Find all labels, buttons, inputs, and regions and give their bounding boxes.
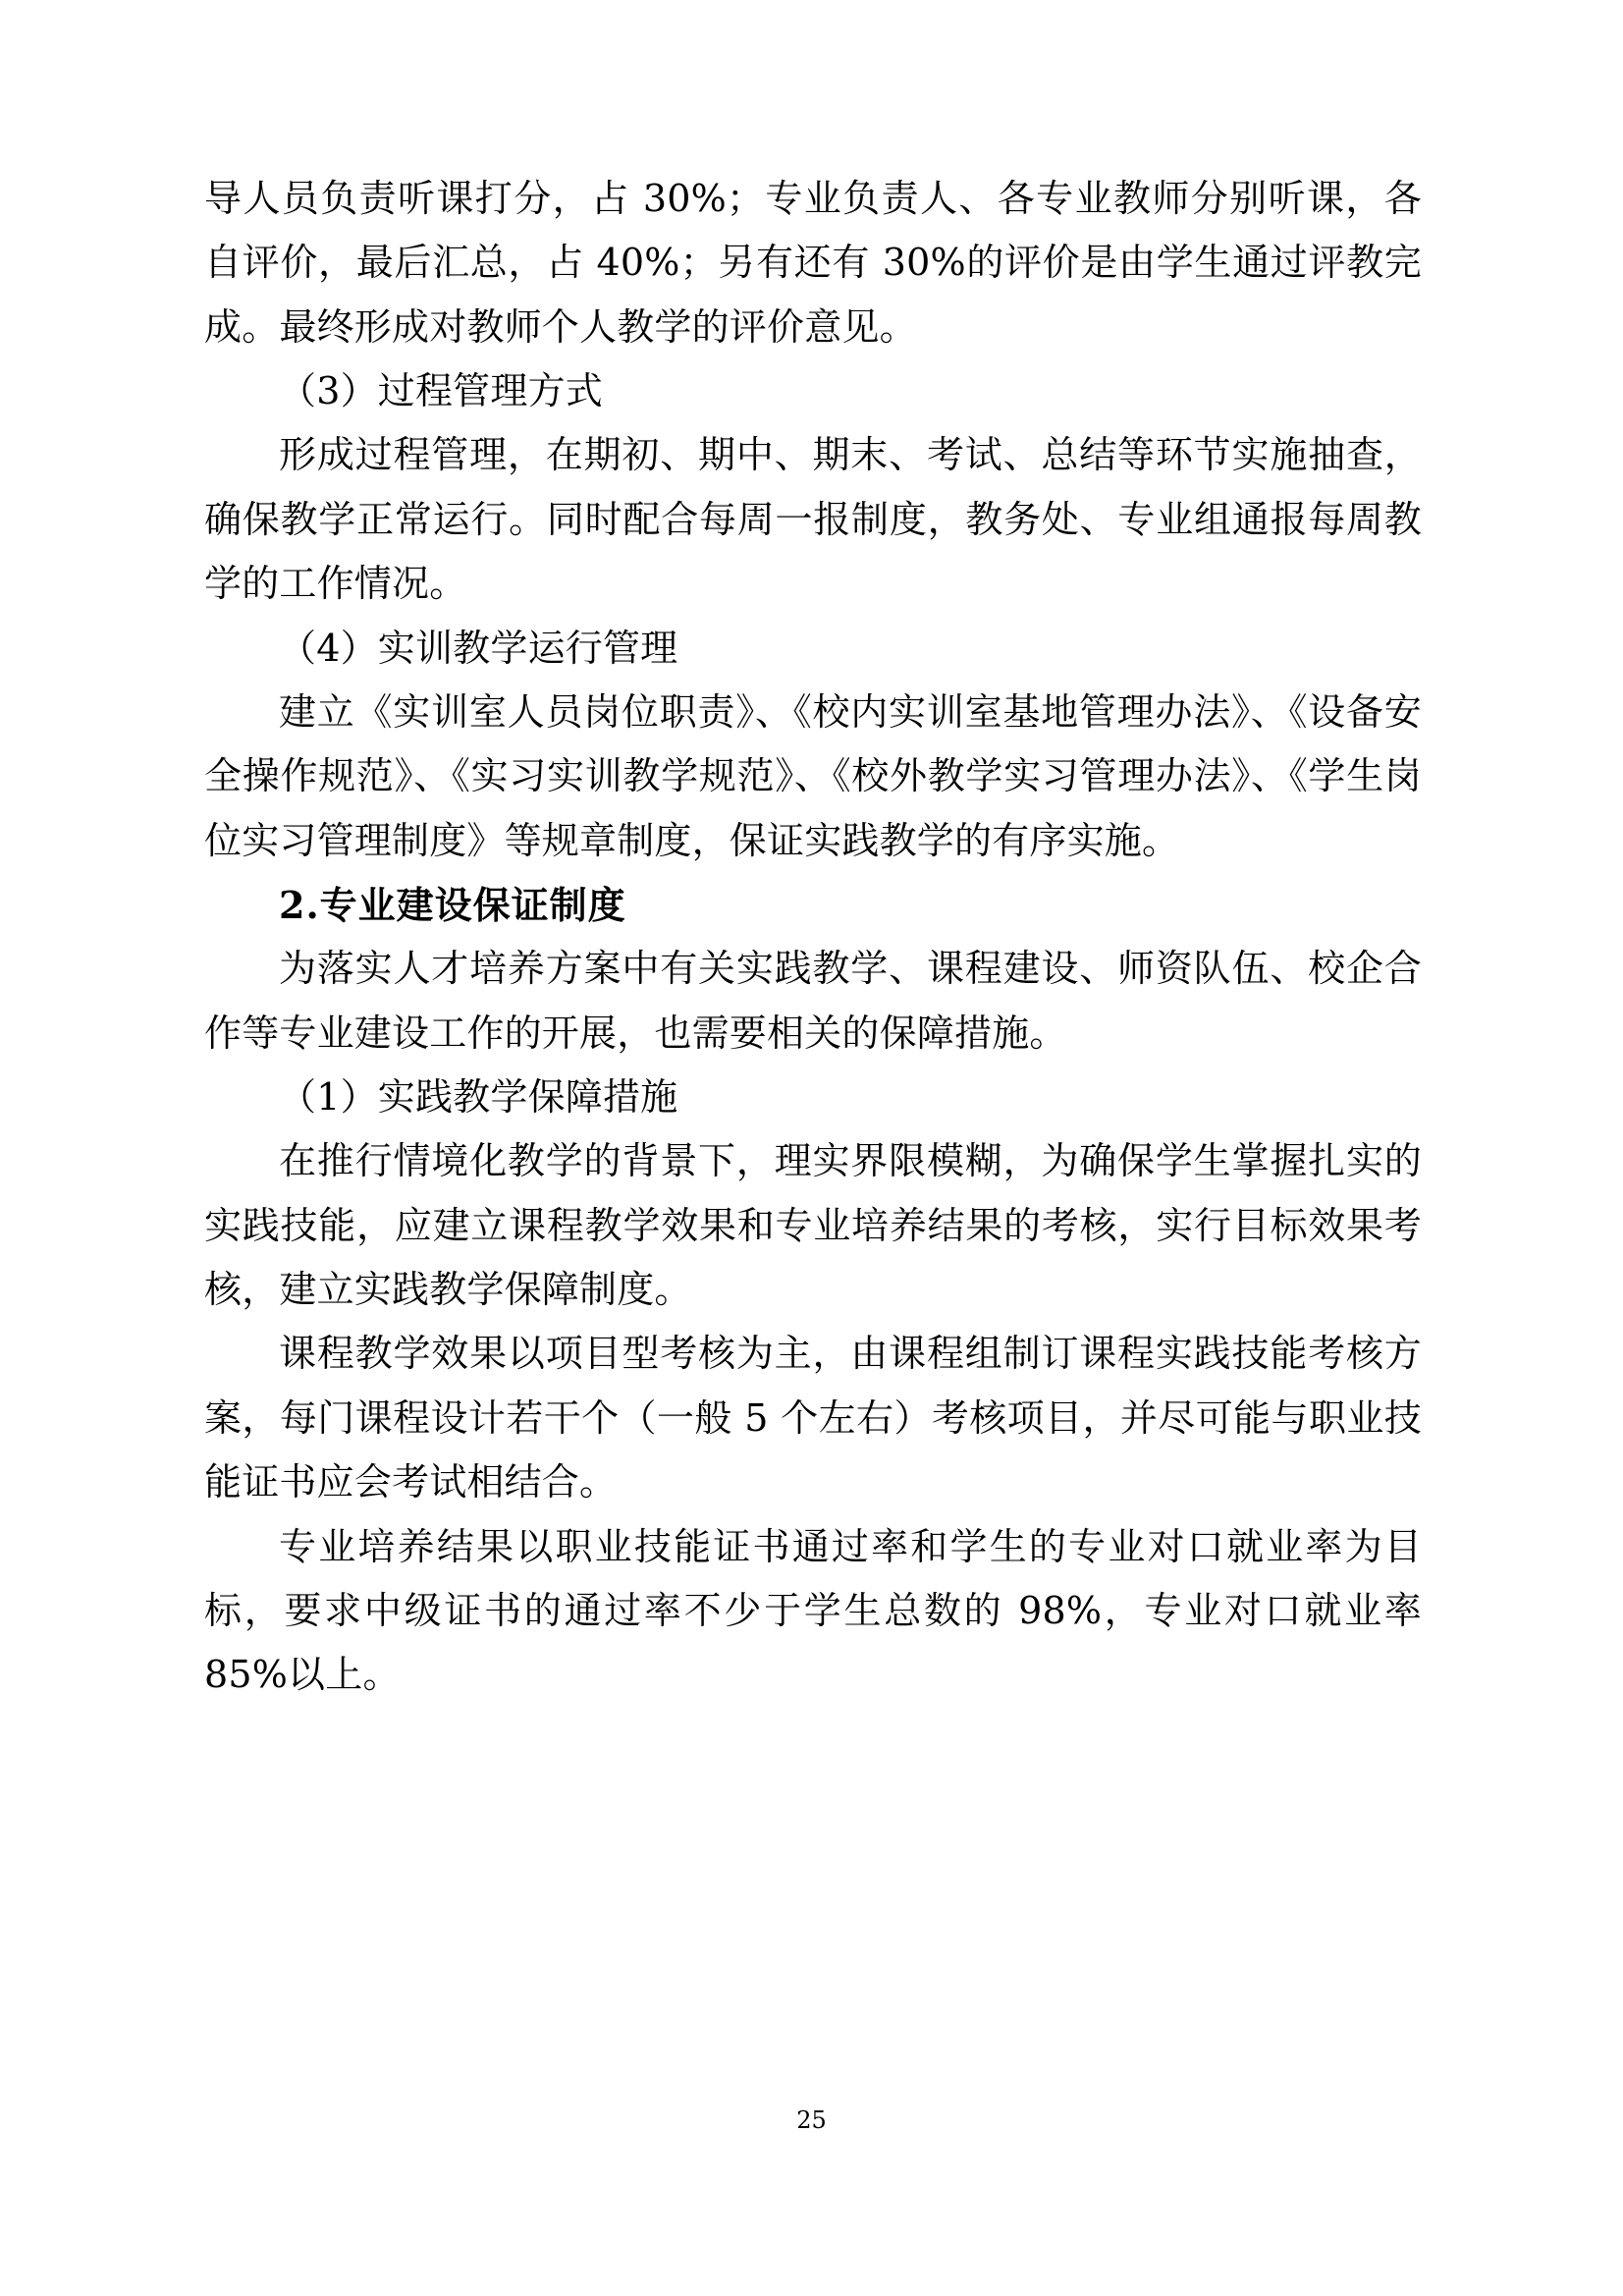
paragraph-course-effect: 课程教学效果以项目型考核为主，由课程组制订课程实践技能考核方案，每门课程设计若干个（一般 5 个左右）考核项目，并尽可能与职业技能证书应会考试相结合。 [204, 1332, 1422, 1504]
paragraph-item-3-title: （3）过程管理方式 [279, 369, 603, 413]
page-number: 25 [796, 2106, 827, 2134]
paragraph-continued-evaluation: 导人员负责听课打分，占 30%；专业负责人、各专业教师分别听课，各自评价，最后汇总，占 40%；另有还有 30%的评价是由学生通过评教完成。最终形成对教师个人教学的评价意见。 [204, 177, 1422, 349]
paragraph-item-3-body: 形成过程管理，在期初、期中、期末、考试、总结等环节实施抽查，确保教学正常运行。同时配合每周一报制度，教务处、专业组通报每周教学的工作情况。 [204, 433, 1422, 606]
paragraph-heading-2-body: 为落实人才培养方案中有关实践教学、课程建设、师资队伍、校企合作等专业建设工作的开展，也需要相关的保障措施。 [204, 947, 1422, 1055]
paragraph-sub-1-body: 在推行情境化教学的背景下，理实界限模糊，为确保学生掌握扎实的实践技能，应建立课程教学效果和专业培养结果的考核，实行目标效果考核，建立实践教学保障制度。 [204, 1139, 1422, 1312]
paragraph-item-4-body: 建立《实训室人员岗位职责》、《校内实训室基地管理办法》、《设备安全操作规范》、《实习实训教学规范》、《校外教学实习管理办法》、《学生岗位实习管理制度》等规章制度，保证实践教学的有序实施。 [204, 689, 1422, 862]
paragraph-sub-1-title: （1）实践教学保障措施 [279, 1075, 678, 1120]
document-body [204, 167, 1422, 1708]
paragraph-major-result: 专业培养结果以职业技能证书通过率和学生的专业对口就业率为目标，要求中级证书的通过率不少于学生总数的 98%，专业对口就业率 85%以上。 [204, 1524, 1422, 1697]
paragraph-item-4-title: （4）实训教学运行管理 [279, 626, 678, 670]
section-heading-2: 2.专业建设保证制度 [279, 882, 626, 927]
